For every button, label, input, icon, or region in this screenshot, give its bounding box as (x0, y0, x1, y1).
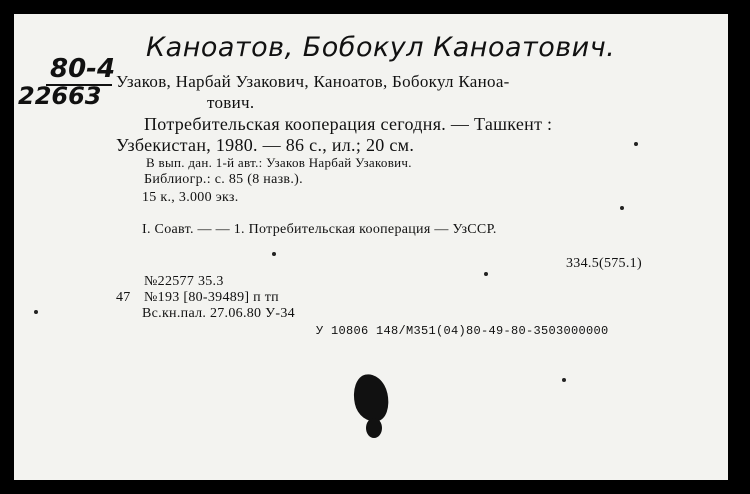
title-line-2: Узбекистан, 1980. — 86 с., ил.; 20 см. (116, 135, 415, 155)
order-prefix: 47 (116, 290, 131, 305)
speck (620, 206, 624, 210)
call-number: 80-4 (50, 54, 116, 84)
speck (634, 142, 638, 146)
classification: 334.5(575.1) (566, 256, 642, 271)
author-line: Узаков, Нарбай Узакович, Каноатов, Бобокул Каноа- (116, 72, 510, 91)
date-line: Вс.кн.пал. 27.06.80 У-34 (142, 306, 295, 321)
order-line: №193 [80-39489] п тп (144, 290, 279, 305)
catalog-card (14, 14, 728, 480)
author-line-continued: тович. (207, 93, 255, 112)
speck (272, 252, 276, 256)
tracing: I. Соавт. — — 1. Потребительская кооперация — УзССР. (142, 222, 497, 237)
ink-blot (349, 371, 392, 425)
note-bibliography: Библиогр.: с. 85 (8 назв.). (144, 172, 303, 187)
print-code: У 10806 148/М351(04)80-49-80-3503000000 (316, 324, 609, 338)
speck (34, 310, 38, 314)
speck (562, 378, 566, 382)
speck (484, 272, 488, 276)
record-number: №22577 35.3 (144, 274, 224, 289)
ink-blot-drip (366, 418, 382, 438)
note-price: 15 к., 3.000 экз. (142, 190, 239, 205)
note-authors: В вып. дан. 1-й авт.: Узаков Нарбай Узакович. (146, 155, 412, 170)
handwritten-name: Каноатов, Бобокул Каноатович. (146, 32, 616, 63)
accession-number: 22663 (18, 82, 102, 110)
title-line-1: Потребительская кооперация сегодня. — Ташкент : (144, 114, 553, 134)
